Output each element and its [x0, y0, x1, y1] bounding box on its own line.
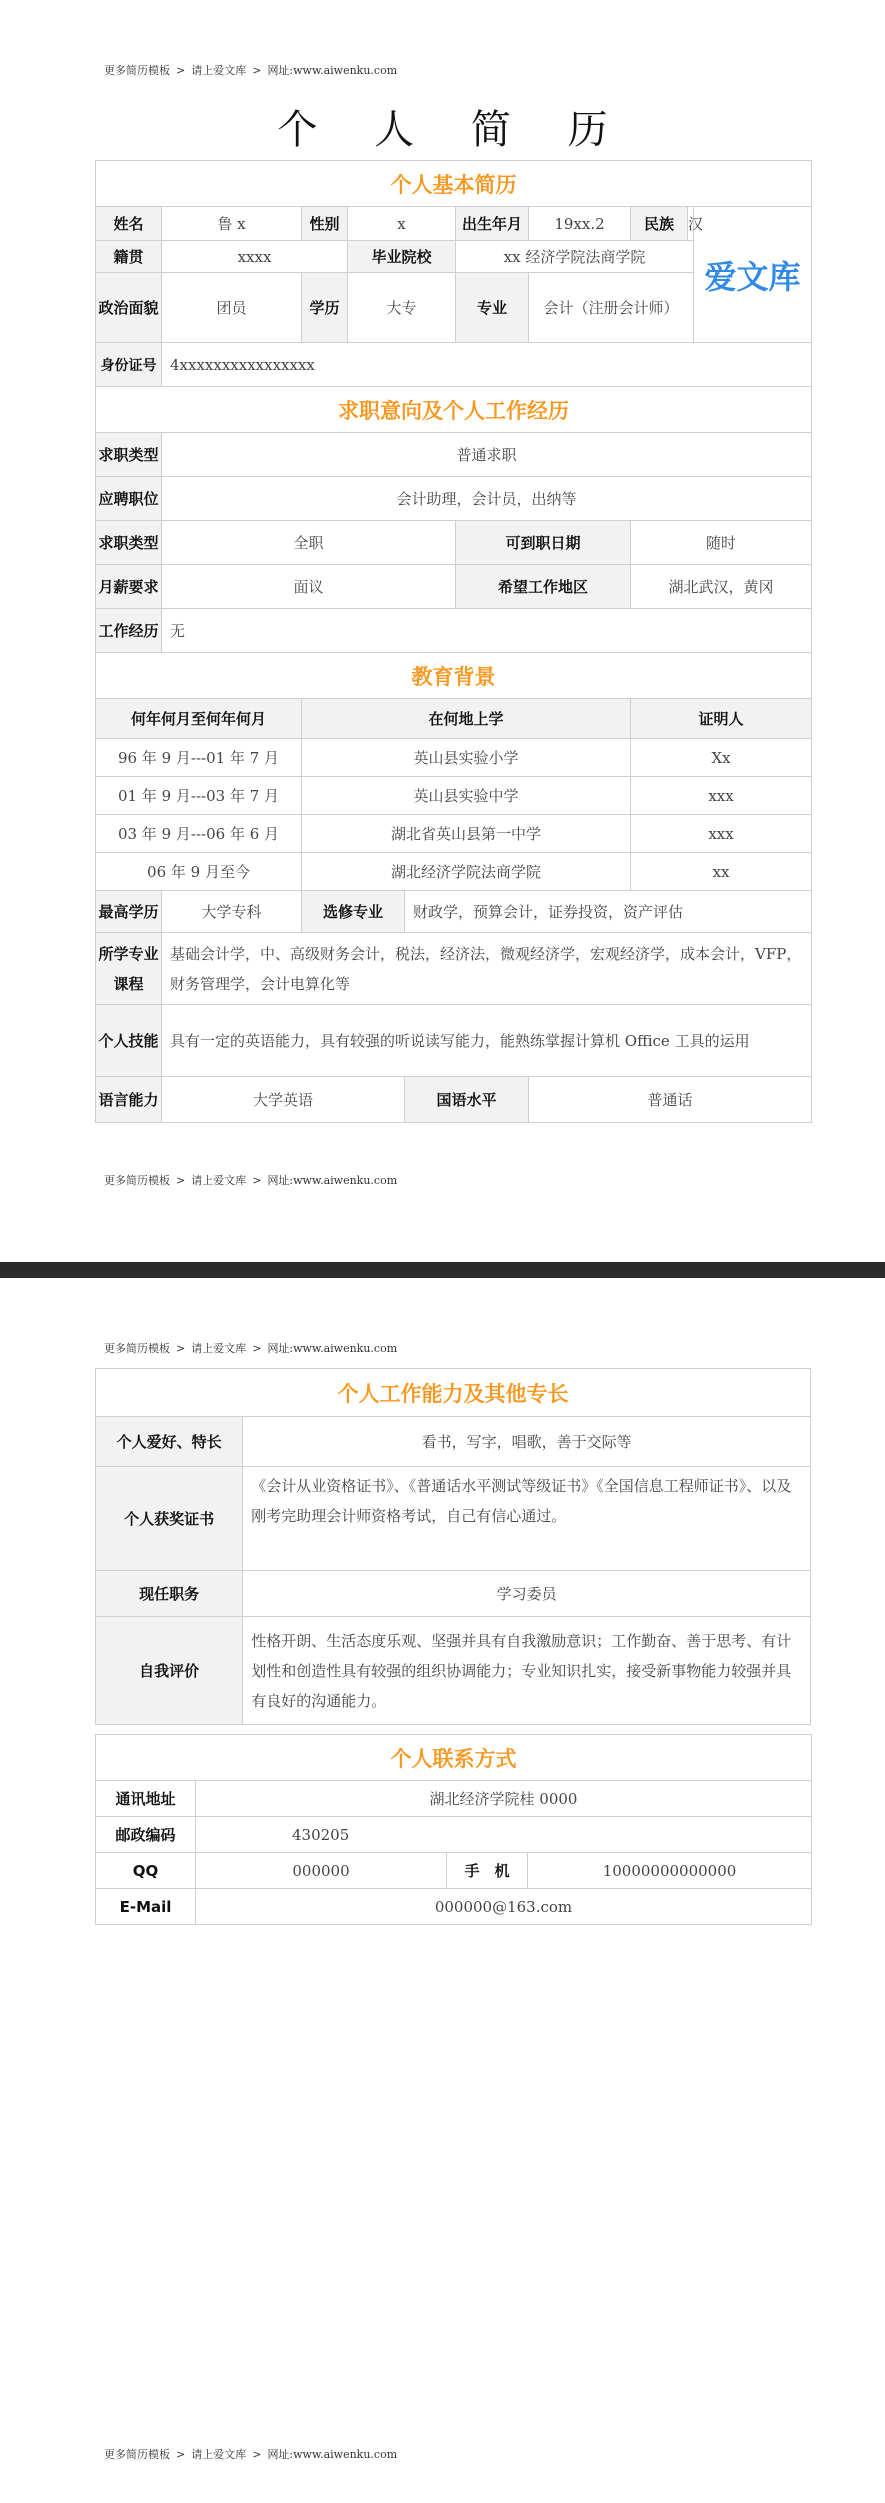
- school-label: 毕业院校: [348, 241, 456, 273]
- gender-label: 性别: [302, 207, 348, 241]
- section-job-title: 求职意向及个人工作经历: [96, 387, 812, 433]
- certificate-label: 个人获奖证书: [96, 1467, 243, 1571]
- footer-site[interactable]: 请上爱文库: [191, 1174, 247, 1187]
- header-url[interactable]: 网址:www.aiwenku.com: [267, 64, 398, 77]
- header-url[interactable]: 网址:www.aiwenku.com: [267, 1342, 398, 1355]
- logo-cell: [694, 207, 812, 343]
- duty-label: 现任职务: [96, 1571, 243, 1617]
- address-label: 通讯地址: [96, 1781, 196, 1817]
- minor-label: 选修专业: [302, 891, 405, 933]
- table-row: [96, 853, 812, 891]
- hobby-value: 看书，写字，唱歌，善于交际等: [243, 1417, 811, 1467]
- footer-sep: >: [252, 2448, 262, 2461]
- name-label: 姓名: [96, 207, 162, 241]
- duty-value: 学习委员: [243, 1571, 811, 1617]
- birth-value: 19xx.2: [529, 207, 631, 241]
- salary-value: 面议: [162, 565, 456, 609]
- section-edu-title: 教育背景: [96, 653, 812, 699]
- header-site[interactable]: 请上爱文库: [191, 1342, 247, 1355]
- mobile-value: 10000000000000: [528, 1853, 812, 1889]
- politics-value: 团员: [162, 273, 302, 343]
- language-label: 语言能力: [96, 1077, 162, 1123]
- footer-more[interactable]: 更多简历模板: [104, 2448, 170, 2461]
- id-label: 身份证号: [96, 343, 162, 387]
- edu-period: 06 年 9 月至今: [96, 853, 302, 891]
- qq-label: QQ: [96, 1853, 196, 1889]
- page-separator: [0, 1262, 885, 1278]
- ethnic-label: 民族: [631, 207, 688, 241]
- header-sep: >: [252, 64, 262, 77]
- self-eval-value: 性格开朗、生活态度乐观、坚强并具有自我激励意识；工作勤奋、善于思考、有计划性和创造性具有较强的组织协调能力；专业知识扎实，接受新事物能力较强并具有良好的沟通能力。: [243, 1617, 811, 1725]
- page-header: [104, 62, 403, 78]
- position-value: 会计助理，会计员，出纳等: [162, 477, 812, 521]
- table-row: [96, 739, 812, 777]
- email-label: E-Mail: [96, 1889, 196, 1925]
- header-more[interactable]: 更多简历模板: [104, 1342, 170, 1355]
- zip-value: 430205: [196, 1817, 812, 1853]
- salary-label: 月薪要求: [96, 565, 162, 609]
- header-sep: >: [176, 1342, 186, 1355]
- resume-page-2: [0, 1278, 885, 2503]
- job-type2-label: 求职类型: [96, 521, 162, 565]
- footer-sep: >: [252, 1174, 262, 1187]
- ability-table: [95, 1368, 811, 1725]
- origin-value: xxxx: [162, 241, 348, 273]
- qq-value: 000000: [196, 1853, 447, 1889]
- page-footer: [104, 2446, 403, 2462]
- edu-period: 96 年 9 月---01 年 7 月: [96, 739, 302, 777]
- footer-url[interactable]: 网址:www.aiwenku.com: [267, 1174, 398, 1187]
- footer-more[interactable]: 更多简历模板: [104, 1174, 170, 1187]
- edu-referee: xxx: [631, 815, 812, 853]
- ethnic-value: 汉: [688, 207, 694, 241]
- job-type-label: 求职类型: [96, 433, 162, 477]
- degree-label: 学历: [302, 273, 348, 343]
- edu-period: 01 年 9 月---03 年 7 月: [96, 777, 302, 815]
- edu-header-referee: 证明人: [631, 699, 812, 739]
- footer-sep: >: [176, 2448, 186, 2461]
- position-label: 应聘职位: [96, 477, 162, 521]
- courses-value: 基础会计学，中、高级财务会计，税法，经济法，微观经济学，宏观经济学，成本会计，VFP，财务管理学，会计电算化等: [162, 933, 812, 1005]
- minor-value: 财政学，预算会计，证券投资，资产评估: [405, 891, 812, 933]
- job-type-value: 普通求职: [162, 433, 812, 477]
- skills-value: 具有一定的英语能力，具有较强的听说读写能力，能熟练掌握计算机 Office 工具的运用: [162, 1005, 812, 1077]
- start-date-label: 可到职日期: [456, 521, 631, 565]
- section-contact-title: 个人联系方式: [96, 1735, 812, 1781]
- self-eval-label: 自我评价: [96, 1617, 243, 1725]
- zip-label: 邮政编码: [96, 1817, 196, 1853]
- experience-value: 无: [162, 609, 812, 653]
- header-more[interactable]: 更多简历模板: [104, 64, 170, 77]
- degree-value: 大专: [348, 273, 456, 343]
- origin-label: 籍贯: [96, 241, 162, 273]
- email-value: 000000@163.com: [196, 1889, 812, 1925]
- certificate-value: 《会计从业资格证书》、《普通话水平测试等级证书》《全国信息工程师证书》、以及刚考完助理会计师资格考试，自己有信心通过。: [243, 1467, 811, 1571]
- footer-url[interactable]: 网址:www.aiwenku.com: [267, 2448, 398, 2461]
- page-title: 个 人 简 历: [277, 107, 630, 153]
- gender-value: x: [348, 207, 456, 241]
- skills-label: 个人技能: [96, 1005, 162, 1077]
- mandarin-value: 普通话: [529, 1077, 812, 1123]
- top-degree-label: 最高学历: [96, 891, 162, 933]
- footer-site[interactable]: 请上爱文库: [191, 2448, 247, 2461]
- language-value: 大学英语: [162, 1077, 405, 1123]
- edu-referee: Xx: [631, 739, 812, 777]
- section-basic-title: 个人基本简历: [96, 161, 812, 207]
- address-value: 湖北经济学院桂 0000: [196, 1781, 812, 1817]
- experience-label: 工作经历: [96, 609, 162, 653]
- school-value: xx 经济学院法商学院: [456, 241, 694, 273]
- major-label: 专业: [456, 273, 529, 343]
- id-value: 4xxxxxxxxxxxxxxxx: [162, 343, 812, 387]
- start-date-value: 随时: [631, 521, 812, 565]
- header-site[interactable]: 请上爱文库: [191, 64, 247, 77]
- footer-sep: >: [176, 1174, 186, 1187]
- contact-table: [95, 1734, 812, 1925]
- mobile-label: 手 机: [447, 1853, 528, 1889]
- edu-school: 湖北经济学院法商学院: [302, 853, 631, 891]
- edu-header-period: 何年何月至何年何月: [96, 699, 302, 739]
- edu-school: 英山县实验小学: [302, 739, 631, 777]
- edu-referee: xx: [631, 853, 812, 891]
- politics-label: 政治面貌: [96, 273, 162, 343]
- edu-header-school: 在何地上学: [302, 699, 631, 739]
- area-label: 希望工作地区: [456, 565, 631, 609]
- edu-period: 03 年 9 月---06 年 6 月: [96, 815, 302, 853]
- edu-school: 英山县实验中学: [302, 777, 631, 815]
- edu-referee: xxx: [631, 777, 812, 815]
- page-footer: [104, 1172, 403, 1188]
- table-row: [96, 815, 812, 853]
- header-sep: >: [252, 1342, 262, 1355]
- name-value: 鲁 x: [162, 207, 302, 241]
- section-ability-title: 个人工作能力及其他专长: [96, 1369, 811, 1417]
- birth-label: 出生年月: [456, 207, 529, 241]
- mandarin-label: 国语水平: [405, 1077, 529, 1123]
- courses-label: 所学专业课程: [96, 933, 162, 1005]
- table-row: [96, 777, 812, 815]
- hobby-label: 个人爱好、特长: [96, 1417, 243, 1467]
- resume-table: [95, 160, 812, 1123]
- aiwenku-logo: 爱文库: [704, 257, 801, 296]
- major-value: 会计（注册会计师）: [529, 273, 694, 343]
- job-type2-value: 全职: [162, 521, 456, 565]
- header-sep: >: [176, 64, 186, 77]
- top-degree-value: 大学专科: [162, 891, 302, 933]
- area-value: 湖北武汉，黄冈: [631, 565, 812, 609]
- edu-school: 湖北省英山县第一中学: [302, 815, 631, 853]
- page-header: [104, 1340, 403, 1356]
